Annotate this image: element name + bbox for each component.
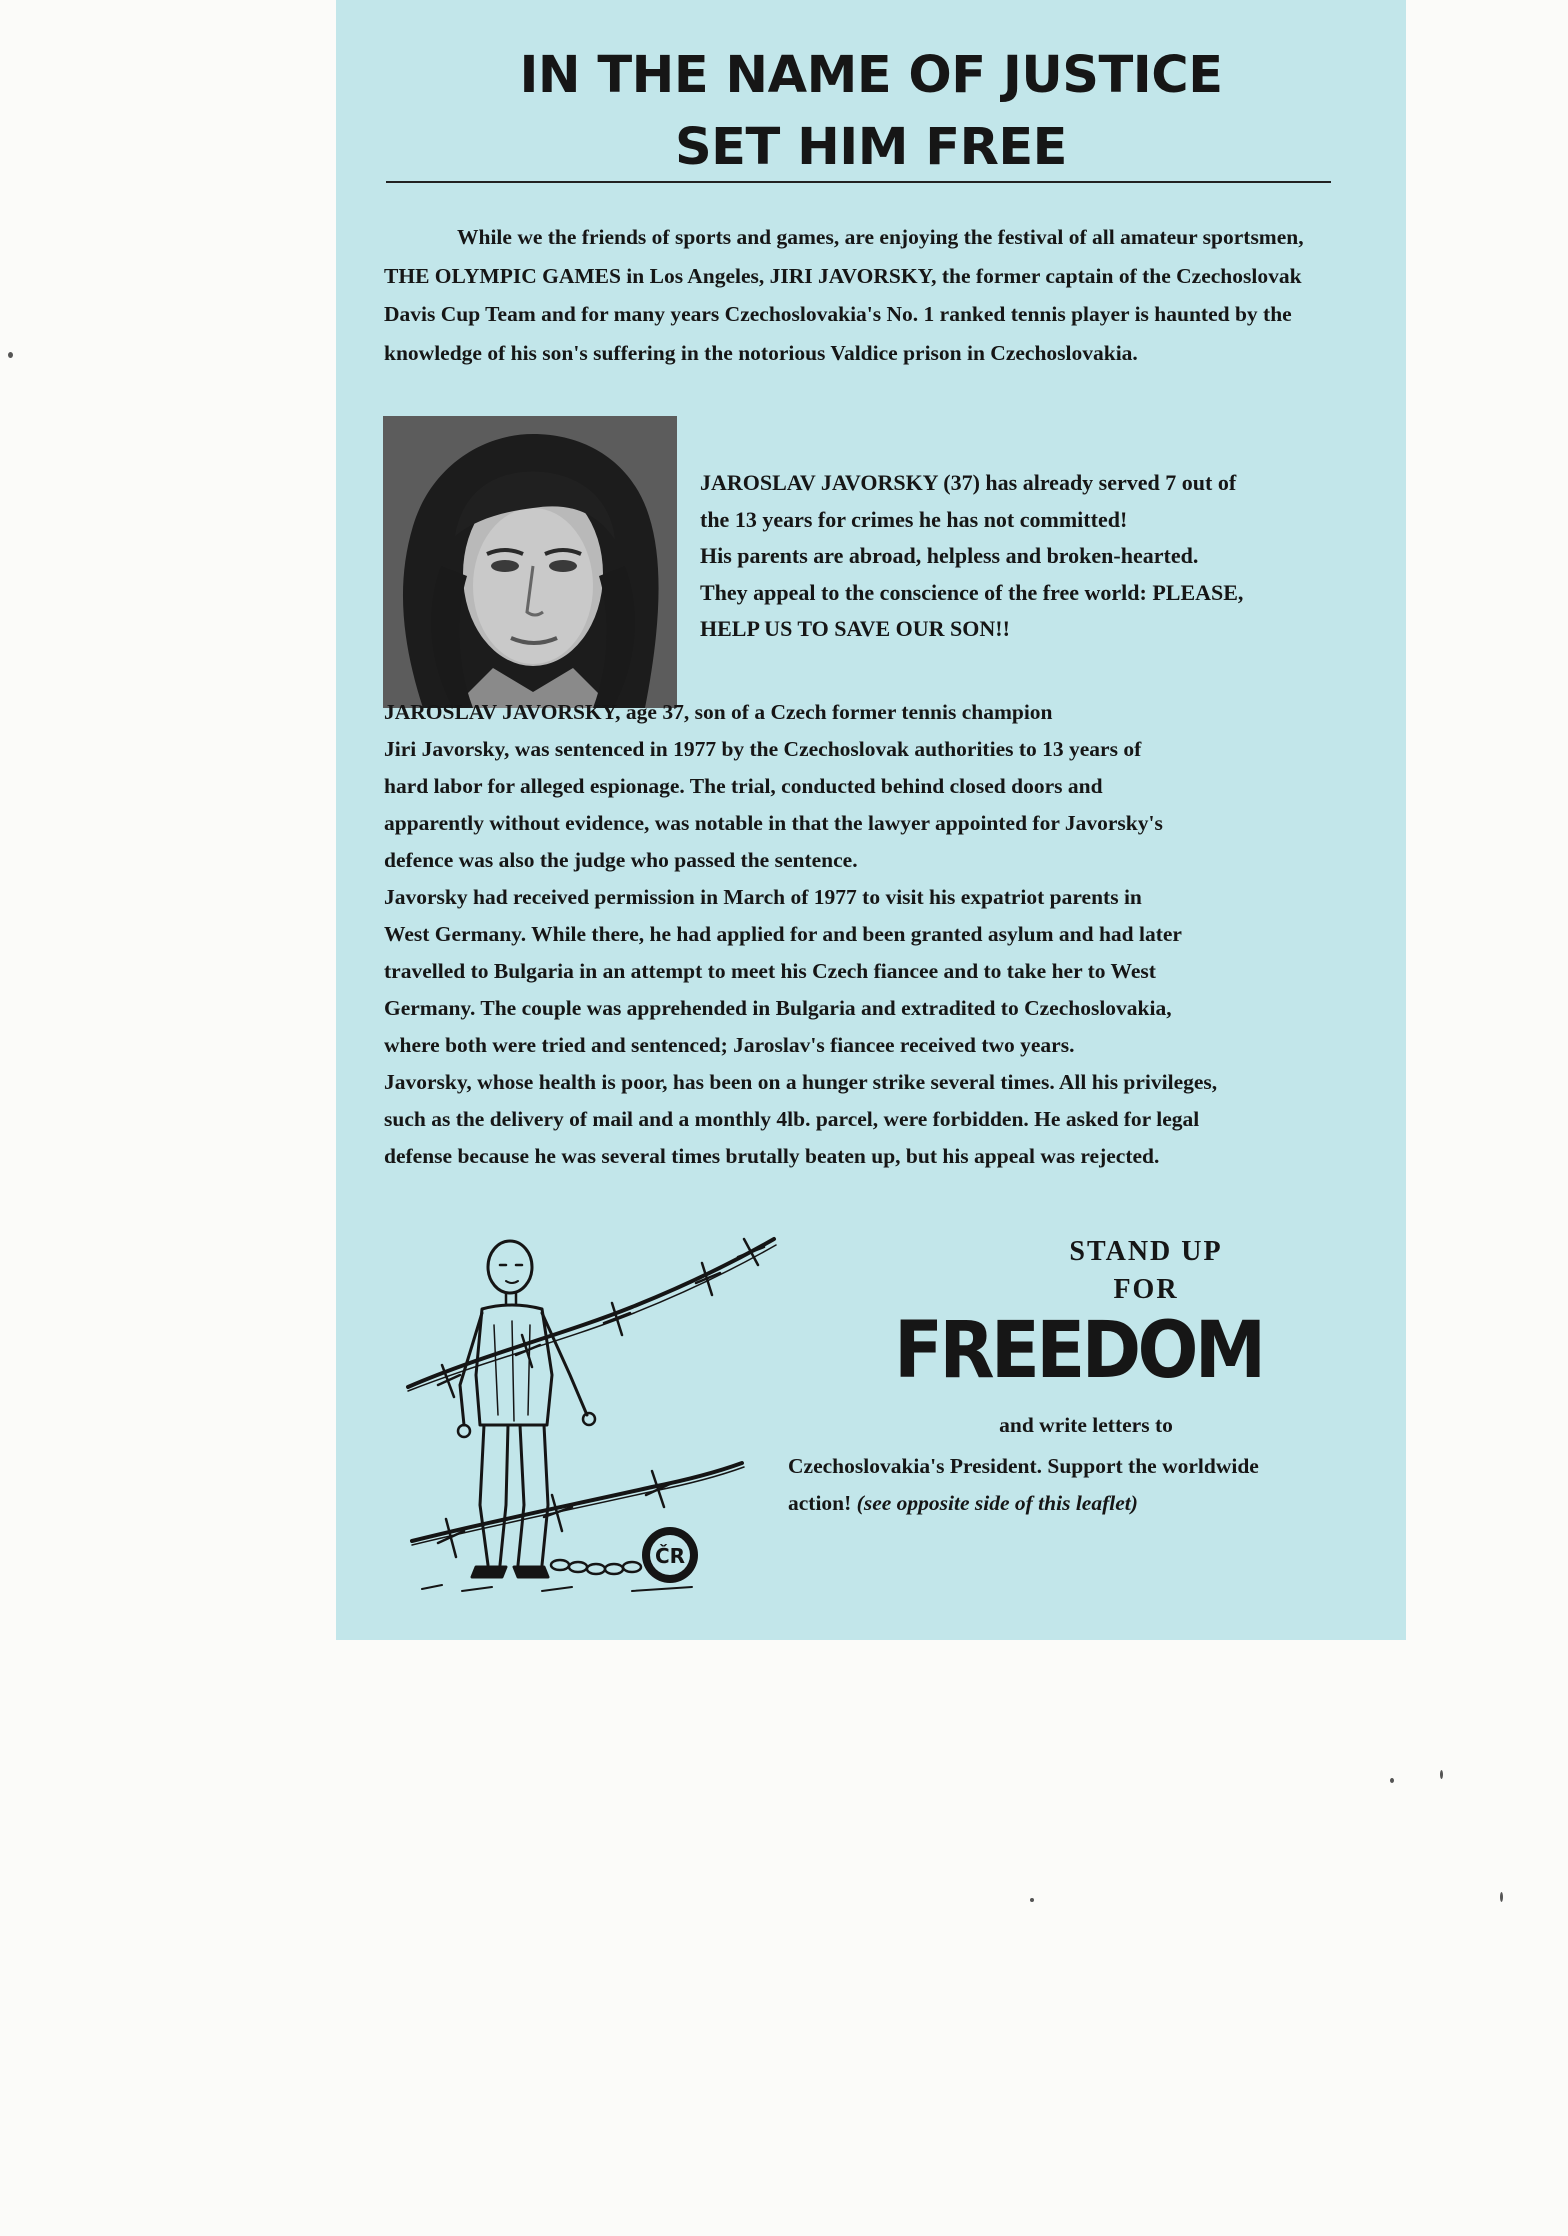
paper-speck	[1440, 1770, 1443, 1779]
appeal-block	[700, 465, 1360, 648]
for-line: FOR	[1113, 1274, 1179, 1305]
stand-up-line: STAND UP	[1069, 1236, 1223, 1267]
body-line: defence was also the judge who passed the sentence.	[384, 848, 858, 872]
paper-speck	[8, 352, 13, 358]
ball-monogram: ČR	[654, 1544, 686, 1568]
support-line	[788, 1485, 1408, 1522]
paper-speck	[1500, 1892, 1503, 1902]
body-line: travelled to Bulgaria in an attempt to meet his Czech fiancee and to take her to West	[384, 959, 1156, 983]
support-line: Czechoslovakia's President. Support the worldwide	[788, 1454, 1259, 1478]
appeal-line: His parents are abroad, helpless and broken-hearted.	[700, 543, 1199, 568]
freedom-heading: FREEDOM	[894, 1306, 1263, 1396]
body-line: defense because he was several times brutally beaten up, but his appeal was rejected.	[384, 1144, 1160, 1168]
body-line: JAROSLAV JAVORSKY, age 37, son of a Czech former tennis champion	[384, 700, 1053, 724]
appeal-line: the 13 years for crimes he has not committed!	[700, 506, 1128, 532]
appeal-line: HELP US TO SAVE OUR SON!!	[700, 616, 1010, 641]
leaflet	[336, 0, 1406, 1640]
support-action: action!	[788, 1491, 857, 1515]
body-line: such as the delivery of mail and a monthly 4lb. parcel, were forbidden. He asked for legal	[384, 1107, 1200, 1131]
body-line: West Germany. While there, he had applied for and been granted asylum and had later	[384, 922, 1182, 946]
paper-speck	[1390, 1778, 1394, 1783]
body-line: where both were tried and sentenced; Jaroslav's fiancee received two years.	[384, 1033, 1075, 1057]
prisoner-barbed-wire-cartoon	[402, 1225, 832, 1595]
intro-paragraph: While we the friends of sports and games, are enjoying the festival of all amateur sportsmen, THE OLYMPIC GAMES in Los Angeles, JIRI JAVORSKY, the former captain of the Czechoslovak Davis Cup Team and for many years Czechoslovakia's No. 1 ranked tennis player is haunted by the knowledge of his son's suffering in the notorious Valdice prison in Czechoslovakia.	[384, 225, 1304, 365]
opposite-side-note: (see opposite side of this leaflet)	[856, 1491, 1138, 1515]
body-line: Jiri Javorsky, was sentenced in 1977 by the Czechoslovak authorities to 13 years of	[384, 737, 1142, 761]
title-rule	[386, 181, 1331, 183]
body-line: Javorsky, whose health is poor, has been on a hunger strike several times. All his privileges,	[384, 1070, 1218, 1094]
support-block	[788, 1448, 1408, 1522]
body-line: Javorsky had received permission in March of 1977 to visit his expatriot parents in	[384, 885, 1142, 909]
appeal-line: JAROSLAV JAVORSKY (37) has already served 7 out of	[700, 470, 1237, 495]
body-line: apparently without evidence, was notable in that the lawyer appointed for Javorsky's	[384, 811, 1163, 835]
appeal-line: They appeal to the conscience of the free world: PLEASE,	[700, 579, 1244, 605]
body-line: hard labor for alleged espionage. The trial, conducted behind closed doors and	[384, 774, 1103, 798]
title-line-2: SET HIM FREE	[674, 118, 1068, 177]
title-line-1: IN THE NAME OF JUSTICE	[519, 46, 1223, 105]
body-line: Germany. The couple was apprehended in Bulgaria and extradited to Czechoslovakia,	[384, 996, 1172, 1020]
portrait-photo	[383, 416, 677, 708]
paper-speck	[1030, 1898, 1034, 1902]
write-letters-line: and write letters to	[999, 1413, 1173, 1437]
stand-up-heading	[996, 1233, 1296, 1309]
